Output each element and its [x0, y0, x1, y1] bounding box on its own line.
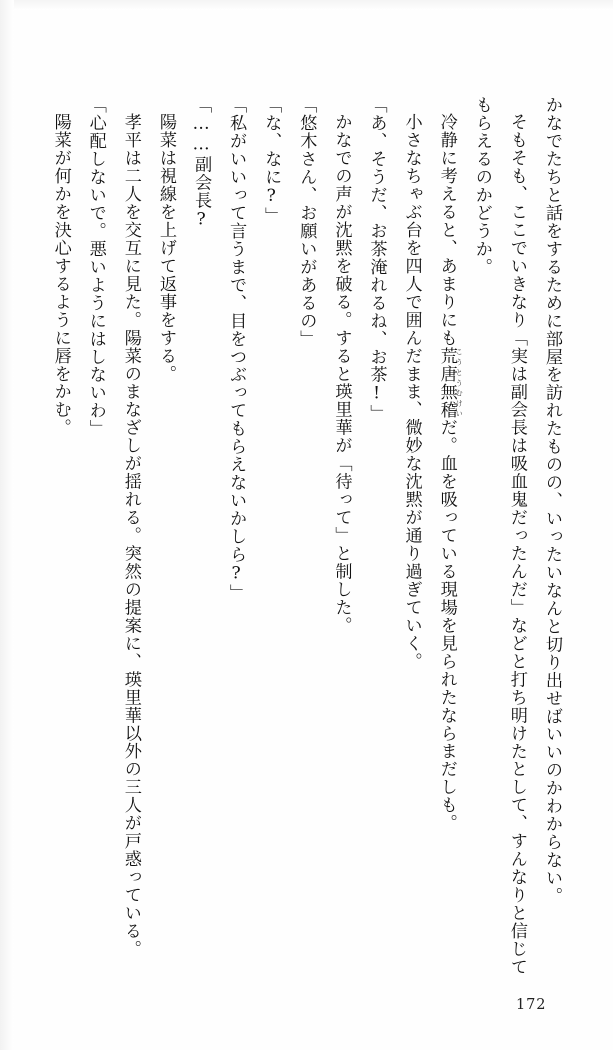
paragraph: そもそも、ここでいきなり「実は副会長は吸血鬼だったんだ」などと打ち明けたとして、すんなりと信じてもらえるのかどうか。 — [471, 96, 527, 976]
paragraph: 陽菜は視線を上げて返事をする。 — [155, 113, 176, 383]
paragraph: 小さなちゃぶ台を四人で囲んだまま、微妙な沈黙が通り過ぎていく。 — [401, 113, 422, 671]
paragraph-dialogue: 「あ、そうだ、お茶淹れるね、お茶!」 — [366, 96, 387, 423]
paragraph-dialogue: 「……副会長? — [191, 96, 212, 231]
paragraph-dialogue: 「悠木さん、お願いがあるの」 — [296, 96, 317, 348]
paragraph-dialogue: 「私がいいって言うまで、目をつぶってもらえないかしら?」 — [226, 96, 247, 603]
paragraph-dialogue: 「心配しないで。悪いようにはしないわ」 — [85, 96, 106, 438]
paragraph: かなでの声が沈黙を破る。すると瑛里華が「待って」と制した。 — [331, 113, 352, 635]
paper-edge-left — [0, 0, 14, 1050]
paragraph: 孝平は二人を交互に見た。陽菜のまなざしが揺れる。突然の提案に、瑛里華以外の三人が戸惑っている。 — [120, 113, 141, 958]
paragraph: かなでたちと話をするために部屋を訪れたものの、いったいなんと切り出せばいいのかわからない。 — [542, 96, 562, 905]
paper-edge-top — [0, 0, 613, 10]
paragraph-dialogue: 「な、なに?」 — [261, 96, 282, 225]
paragraph-with-ruby: 冷静に考えると、あまりにも荒唐無稽こうとうむけいだ。血を吸っている現場を見られたならまだしも。 — [436, 113, 465, 833]
ruby-kotoumukei: 荒唐無稽こうとうむけい — [436, 346, 465, 419]
vertical-text-body — [52, 96, 569, 976]
paragraph: 陽菜が何かを決心するように唇をかむ。 — [50, 113, 71, 437]
page-number: 172 — [516, 997, 547, 1013]
